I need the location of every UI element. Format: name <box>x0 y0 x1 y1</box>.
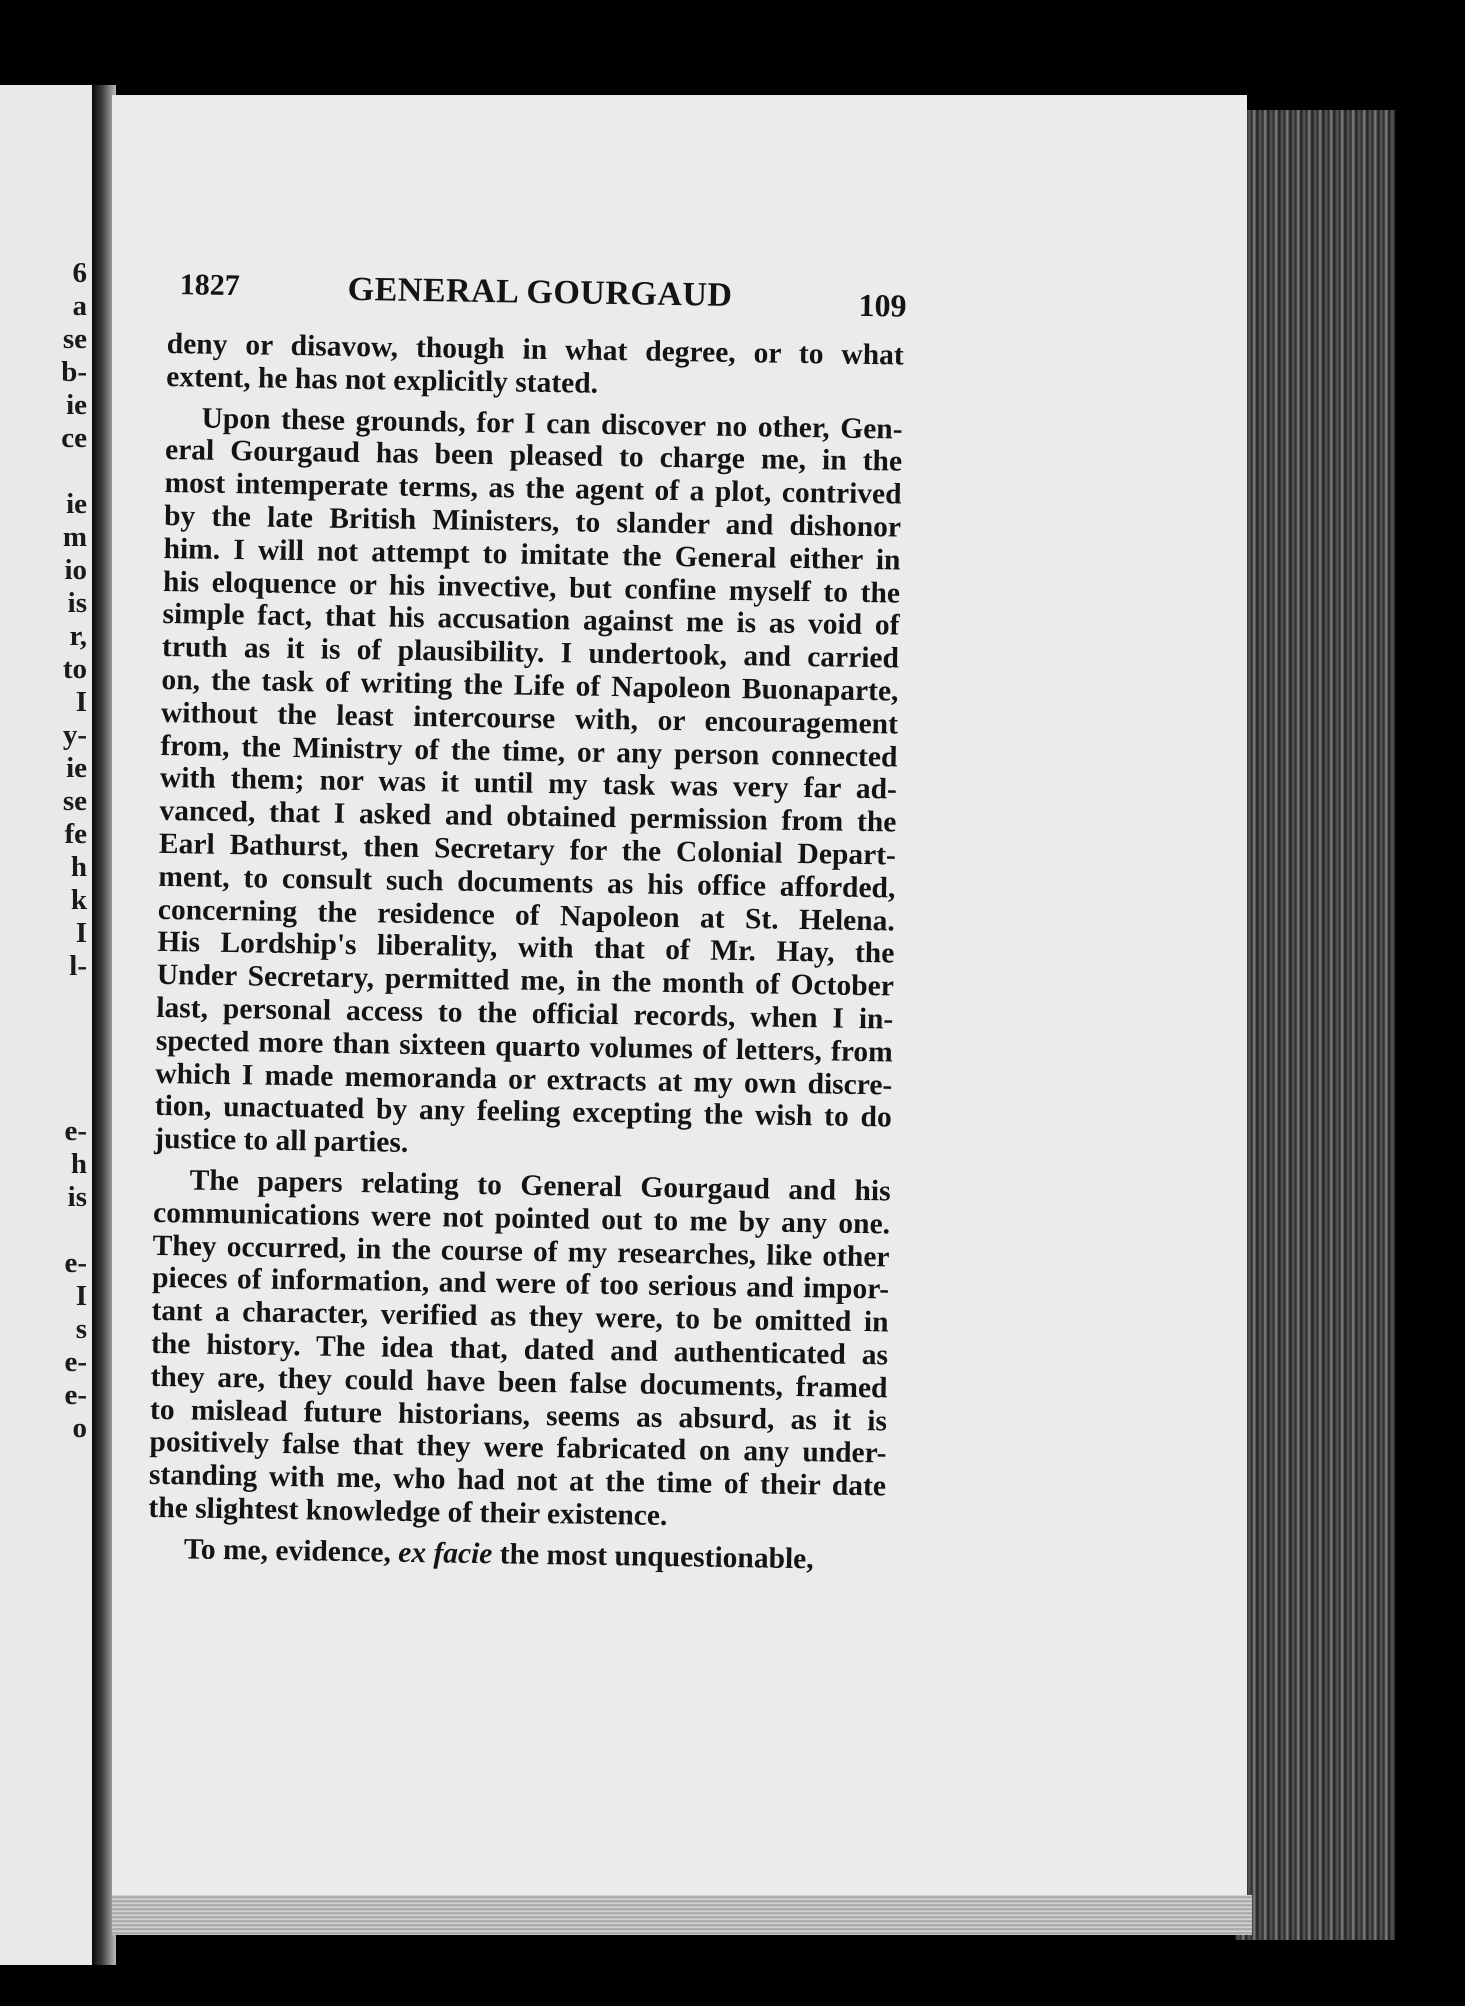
body-line: by the late British Ministers, to slander and dishonor <box>163 499 902 544</box>
body-line: vanced, that I asked and obtained permission from the <box>159 795 897 839</box>
body-line: simple fact, that his accusation against me is as void of <box>162 598 900 642</box>
edge-line-fragment: I <box>75 686 87 718</box>
body-line: last, personal access to the official records, when I in- <box>156 991 894 1036</box>
body-line: standing with me, who had not at the time of their date <box>148 1458 887 1503</box>
edge-line-fragment: ie <box>66 488 87 520</box>
body-line: which I made memoranda or extracts at my own discre- <box>155 1057 893 1102</box>
body-line: communications were not pointed out to me by any one. <box>152 1196 891 1241</box>
edge-line-fragment: h <box>70 851 87 883</box>
paragraph <box>166 328 904 405</box>
edge-line-fragment: e- <box>64 1379 87 1411</box>
body-line: concerning the residence of Napoleon at St. Helena. <box>157 893 896 938</box>
edge-line-fragment: l- <box>69 950 87 982</box>
body-line: the history. The idea that, dated and authenticated as <box>150 1327 889 1372</box>
page-block-fore-edge <box>1235 110 1395 1940</box>
body-line: tant a character, verified as they were, to be omitted in <box>151 1294 889 1339</box>
body-line: truth as it is of plausibility. I undertook, and carried <box>161 631 900 675</box>
edge-line-fragment: r, <box>69 620 87 652</box>
paragraph <box>148 1164 891 1536</box>
paragraph <box>154 402 903 1168</box>
running-head-year: 1827 <box>179 268 240 303</box>
last-line-end: the most unquestionable, <box>492 1537 814 1575</box>
edge-line-fragment: o <box>72 1412 87 1444</box>
body-line: positively false that they were fabricated on any under- <box>149 1426 887 1470</box>
edge-line-fragment: 6 <box>72 257 87 289</box>
body-line: justice to all parties. <box>154 1123 409 1160</box>
body-line: Upon these grounds, for I can discover no other, Gen- <box>201 402 903 446</box>
body-line: spected more than sixteen quarto volumes of letters, from <box>155 1024 894 1069</box>
previous-page-line-ends <box>61 257 87 1445</box>
edge-line-fragment: y- <box>62 719 87 751</box>
edge-line-fragment: b- <box>61 356 87 388</box>
edge-line-fragment: e- <box>64 1346 87 1378</box>
edge-line-fragment <box>61 983 87 1016</box>
body-line: from, the Ministry of the time, or any person connected <box>160 729 898 774</box>
body-line: pieces of information, and were of too serious and impor- <box>151 1262 890 1306</box>
body-text <box>148 328 904 1536</box>
body-line: to mislead future historians, seems as absurd, as it is <box>149 1393 888 1437</box>
edge-line-fragment <box>61 1016 87 1049</box>
edge-line-fragment: e- <box>64 1247 87 1279</box>
edge-line-fragment: io <box>64 554 87 586</box>
body-line: the slightest knowledge of their existence. <box>148 1491 668 1532</box>
edge-line-fragment: h <box>70 1148 87 1180</box>
body-line: eral Gourgaud has been pleased to charge me, in the <box>164 434 903 478</box>
edge-line-fragment: I <box>75 1280 87 1312</box>
body-line: tion, unactuated by any feeling excepting the wish to do <box>154 1090 892 1134</box>
edge-line-fragment: fe <box>64 818 87 850</box>
last-line-start: To me, evidence, <box>183 1533 399 1569</box>
edge-line-fragment: I <box>75 917 87 949</box>
edge-line-fragment: ie <box>66 389 87 421</box>
edge-line-fragment: is <box>67 1181 87 1213</box>
body-line: most intemperate terms, as the agent of a plot, contrived <box>164 467 902 511</box>
body-line: deny or disavow, though in what degree, or to what <box>166 327 904 372</box>
running-head <box>167 268 905 340</box>
body-line: on, the task of writing the Life of Napoleon Buonaparte, <box>161 663 899 708</box>
page-block-bottom-edge <box>112 1895 1252 1935</box>
body-line: They occurred, in the course of my researches, like other <box>152 1229 890 1273</box>
edge-line-fragment: e- <box>64 1115 87 1147</box>
edge-line-fragment: se <box>62 323 87 355</box>
body-line: without the least intercourse with, or encouragement <box>160 696 899 741</box>
body-line: Earl Bathurst, then Secretary for the Colonial Depart- <box>158 827 897 872</box>
body-line: his eloquence or his invective, but confine myself to the <box>162 565 901 610</box>
page-text-block <box>148 268 905 1577</box>
body-line: ment, to consult such documents as his office afforded, <box>158 860 896 905</box>
body-line: they are, they could have been false documents, framed <box>150 1360 888 1405</box>
latin-phrase: ex facie <box>398 1536 493 1570</box>
edge-line-fragment <box>61 1214 87 1247</box>
page-number: 109 <box>858 286 907 324</box>
edge-line-fragment: ce <box>61 422 87 454</box>
previous-page-edge <box>0 85 95 1965</box>
edge-line-fragment: ie <box>66 752 87 784</box>
body-line: extent, he has not explicitly stated. <box>166 360 599 400</box>
edge-line-fragment <box>61 455 87 488</box>
edge-line-fragment: to <box>62 653 87 685</box>
body-line: His Lordship's liberality, with that of Mr. Hay, the <box>157 926 895 970</box>
body-line: with them; nor was it until my task was very far ad- <box>159 762 898 806</box>
body-line: The papers relating to General Gourgaud and his <box>189 1164 891 1208</box>
edge-line-fragment <box>61 1082 87 1115</box>
edge-line-fragment <box>61 1049 87 1082</box>
edge-line-fragment: is <box>67 587 87 619</box>
edge-line-fragment: k <box>70 884 87 916</box>
running-head-title: GENERAL GOURGAUD <box>347 270 733 314</box>
edge-line-fragment: s <box>75 1313 87 1345</box>
edge-line-fragment: m <box>62 521 87 553</box>
edge-line-fragment: a <box>72 290 87 322</box>
body-line: Under Secretary, permitted me, in the month of October <box>156 959 895 1003</box>
body-line: him. I will not attempt to imitate the General either in <box>163 532 901 577</box>
edge-line-fragment: se <box>62 785 87 817</box>
